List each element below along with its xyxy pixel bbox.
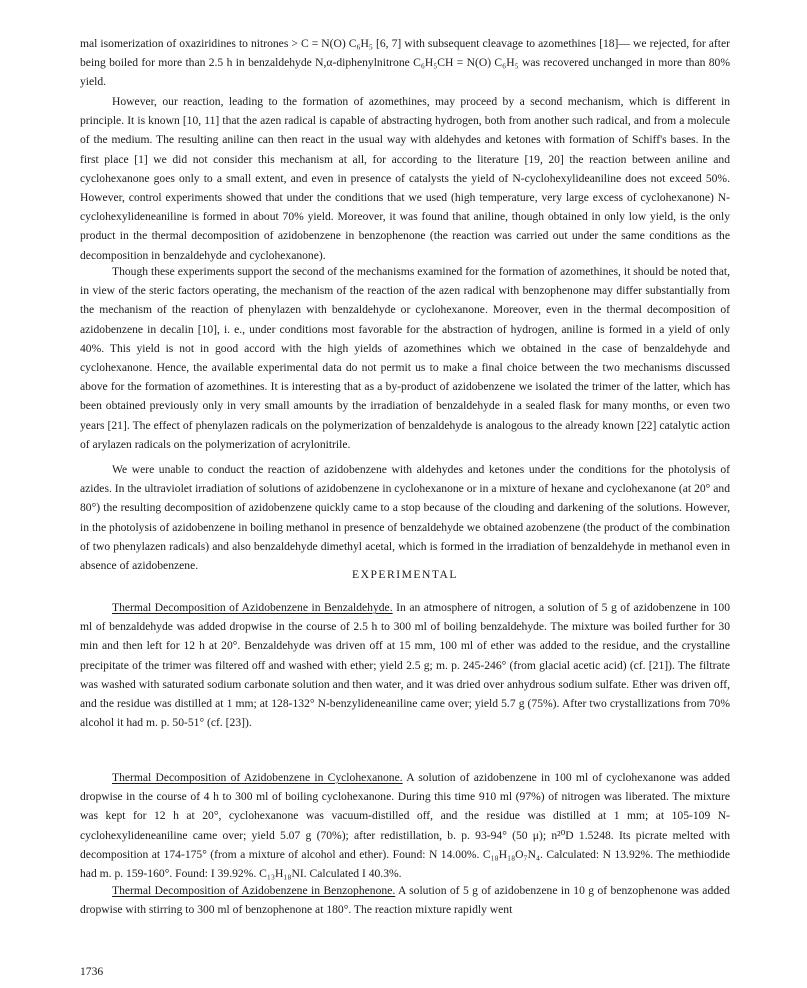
experiment-title: Thermal Decomposition of Azidobenzene in Cyclohexanone. bbox=[112, 771, 403, 784]
experiment-title: Thermal Decomposition of Azidobenzene in Benzaldehyde. bbox=[112, 601, 393, 614]
experiment-text: A solution of 5 g of azidobenzene in 10 g of benzophenone was added dropwise with stirring to 300 ml of benzophenone at 180°. The reaction mixture rapidly went bbox=[80, 884, 730, 917]
experiment-benzaldehyde bbox=[80, 598, 730, 732]
paragraph-photolysis: We were unable to conduct the reaction of azidobenzene with aldehydes and ketones under the conditions for the photolysis of azides. In the ultraviolet irradiation of solutions of azidobenzene in cyclohexanone or in a mixture of hexane and cyclohexanone (at 20° and 80°) the resulting decomposition of azidobenzene quickly came to a stop because of the clouding and darkening of the solutions. However, in the photolysis of azidobenzene in boiling methanol in presence of benzaldehyde we obtained azobenzene (the product of the combination of two phenylazen radicals) and also benzaldehyde dimethyl acetal, which is formed in the irradiation of benzaldehyde in methanol even in absence of azidobenzene. bbox=[80, 463, 730, 573]
experiment-benzophenone bbox=[80, 881, 730, 919]
page-number: 1736 bbox=[80, 965, 104, 978]
experiment-title: Thermal Decomposition of Azidobenzene in Benzophenone. bbox=[112, 884, 396, 897]
section-heading-experimental: EXPERIMENTAL bbox=[352, 568, 458, 581]
paragraph-second-mechanism: However, our reaction, leading to the formation of azomethines, may proceed by a second mechanism, which is different in principle. It is known [10, 11] that the azen radical is capable of abstracting hydrogen, both from another such radical, and from a molecule of the medium. The resulting aniline can then react in the usual way with aldehydes and ketones with formation of Schiff's bases. In the first place [1] we did not consider this mechanism at all, for according to the literature [19, 20] the reaction between aniline and cyclohexanone goes only to a small extent, and even in presence of catalysts the yield of N-cyclohexylideaniline does not exceed 50%. However, control experiments showed that under the conditions that we used (high temperature, very large excess of cyclohexanone) N-cyclohexylideneaniline is formed in about 70% yield. Moreover, it was found that aniline, though obtained in only low yield, is the only product in the thermal decomposition of azidobenzene in benzophenone (the reaction was carried out under the same conditions as the decomposition in benzaldehyde and cyclohexanone). bbox=[80, 95, 730, 262]
experiment-text: A solution of azidobenzene in 100 ml of cyclohexanone was added dropwise in the course of 4 h to 300 ml of boiling cyclohexanone. During this time 910 ml (97%) of nitrogen was liberated. The mixture was kept for 12 h at 20°, cyclohexanone was vacuum-distilled off, and the residue was distilled at 1 mm; at 105-109 N-cyclohexylideneaniline came over; yield 5.07 g (70%); after redistillation, b. p. 93-94° (50 μ); n²⁰D 1.5248. Its picrate melted with decomposition at 174-175° (from a mixture of alcohol and ether). Found: N 14.00%. C₁₈H₁₈O₇N₄. Calculated: N 13.92%. The methiodide had m. p. 159-160°. Found: I 39.92%. C₁₃H₁₈NI. Calculated I 40.3%. bbox=[80, 771, 730, 881]
experiment-cyclohexanone bbox=[80, 768, 730, 883]
paragraph-nitrone-isomerization: mal isomerization of oxaziridines to nitrones > C = N(O) C₆H₅ [6, 7] with subsequent cleavage to azomethines [18]— we rejected, for after being boiled for more than 2.5 h in benzaldehyde N,α-diphenylnitrone C₆H₅CH = N(O) C₆H₅ was recovered unchanged in more than 80% yield. bbox=[80, 37, 730, 89]
experiment-text: In an atmosphere of nitrogen, a solution of 5 g of azidobenzene in 100 ml of benzaldehyde was added dropwise in the course of 2.5 h to 300 ml of boiling benzaldehyde. The mixture was boiled further for 30 min and then left for 12 h at 20°. Benzaldehyde was driven off at 15 mm, 100 ml of ether was added to the residue, and the crystalline precipitate of the trimer was filtered off and washed with ether; yield 2.5 g; m. p. 245-246° (from glacial acetic acid) (cf. [21]). The filtrate was washed with saturated sodium carbonate solution and then water, and it was dried over anhydrous sodium sulfate. Ether was driven off, and the residue was distilled at 1 mm; at 128-132° N-benzylideneaniline came over; yield 5.7 g (75%). After two crystallizations from 70% alcohol it had m. p. 50-51° (cf. [23]). bbox=[80, 601, 730, 730]
paragraph-steric-factors: Though these experiments support the second of the mechanisms examined for the formation of azomethines, it should be noted that, in view of the steric factors operating, the mechanism of the reaction of the azen radical with benzophenone may differ substantially from the mechanism of the reaction of phenylazen with benzaldehyde or cyclohexanone. Moreover, even in the thermal decomposition of azidobenzene in decalin [10], i. e., under conditions most favorable for the abstraction of hydrogen, aniline is formed in a yield of only 40%. This yield is not in good accord with the high yields of azomethines which we obtained in the case of benzaldehyde and cyclohexanone. Hence, the available experimental data do not permit us to make a final choice between the two mechanisms discussed above for the formation of azomethines. It is interesting that as a by-product of azidobenzene we isolated the trimer of the latter, which has been obtained previously only in very small amounts by the irradiation of benzaldehyde in a sealed flask for many months, or even two years [21]. The effect of phenylazen radicals on the polymerization of benzaldehyde is analogous to the already known [22] catalytic action of arylazen radicals on the polymerization of acrylonitrile. bbox=[80, 265, 730, 451]
